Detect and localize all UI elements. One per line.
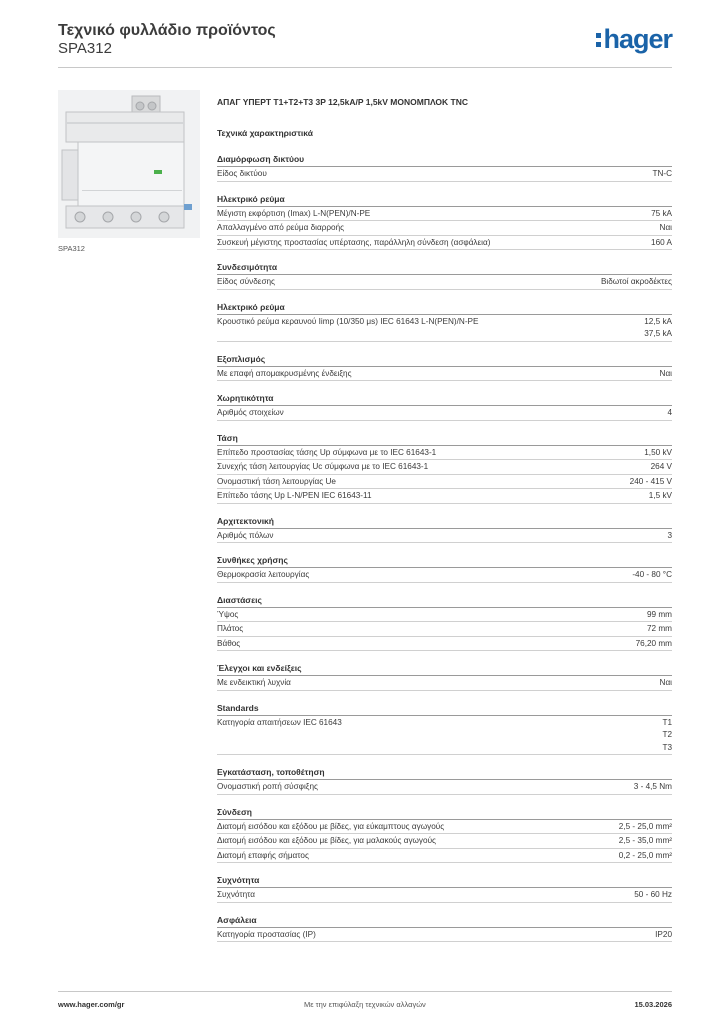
product-image bbox=[58, 90, 200, 238]
spec-row bbox=[217, 367, 672, 382]
spec-section bbox=[217, 662, 672, 691]
spec-section bbox=[217, 432, 672, 504]
spec-label: Αριθμός πόλων bbox=[217, 530, 274, 540]
spec-label: Απαλλαγμένο από ρεύμα διαρροής bbox=[217, 223, 345, 232]
spec-section bbox=[217, 353, 672, 382]
spec-row bbox=[217, 406, 672, 421]
spec-label: Μέγιστη εκφόρτιση (Imax) L-N(PEN)/N-PE bbox=[217, 208, 371, 218]
section-title: Συνθήκες χρήσης bbox=[217, 554, 672, 568]
spec-value bbox=[649, 490, 672, 503]
spec-section bbox=[217, 261, 672, 290]
spec-value bbox=[619, 850, 672, 863]
section-title: Standards bbox=[217, 702, 672, 716]
spec-section bbox=[217, 874, 672, 903]
spec-section bbox=[217, 193, 672, 251]
spec-label: Ονομαστική ροπή σύσφιξης bbox=[217, 782, 318, 791]
spec-value-line: 12,5 kA bbox=[644, 316, 672, 326]
spec-section bbox=[217, 392, 672, 421]
spec-value bbox=[647, 609, 672, 622]
spec-value bbox=[651, 208, 672, 221]
spec-value-line: 72 mm bbox=[646, 624, 672, 633]
spec-value bbox=[644, 316, 672, 341]
spec-label: Πλάτος bbox=[217, 624, 244, 633]
spec-label: Είδος δικτύου bbox=[217, 169, 267, 178]
page-footer bbox=[58, 991, 672, 1015]
spec-value bbox=[644, 447, 672, 460]
section-title: Διαμόρφωση δικτύου bbox=[217, 153, 672, 167]
spec-label: Διατομή επαφής σήματος bbox=[217, 850, 309, 860]
spec-value-line: 76,20 mm bbox=[635, 638, 672, 648]
footer-date: 15.03.2026 bbox=[634, 1000, 672, 1009]
spec-row bbox=[217, 460, 672, 475]
spec-value-line: 240 - 415 V bbox=[629, 476, 672, 486]
spec-value bbox=[632, 569, 672, 582]
logo-text: hager bbox=[603, 24, 672, 54]
spec-value-line: T1 bbox=[662, 717, 672, 727]
spec-row bbox=[217, 820, 672, 835]
section-title: Διαστάσεις bbox=[217, 594, 672, 608]
spec-value bbox=[660, 368, 672, 381]
spec-label: Με επαφή απομακρυσμένης ένδειξης bbox=[217, 368, 352, 378]
spec-row bbox=[217, 221, 672, 236]
section-title: Σύνδεση bbox=[217, 806, 672, 820]
section-title: Συχνότητα bbox=[217, 874, 672, 888]
section-title: Χωρητικότητα bbox=[217, 392, 672, 406]
spec-section bbox=[217, 153, 672, 182]
spec-row bbox=[217, 568, 672, 583]
spec-value-line: Βιδωτοί ακροδέκτες bbox=[600, 277, 672, 286]
image-caption: SPA312 bbox=[58, 244, 85, 253]
spec-value bbox=[655, 929, 672, 942]
spec-row bbox=[217, 608, 672, 623]
spec-value-line: 3 - 4,5 Nm bbox=[633, 782, 672, 791]
spec-row bbox=[217, 475, 672, 490]
spec-value-line: 75 kA bbox=[651, 208, 672, 218]
spec-label: Επίπεδο προστασίας τάσης Up σύμφωνα με το IEC 61643-1 bbox=[217, 447, 437, 457]
spec-row bbox=[217, 780, 672, 795]
spec-row bbox=[217, 207, 672, 222]
spec-label: Βάθος bbox=[217, 638, 241, 648]
section-title: Αρχιτεκτονική bbox=[217, 515, 672, 529]
spec-value-line: 37,5 kA bbox=[644, 329, 672, 338]
spec-row bbox=[217, 529, 672, 544]
footer-website: www.hager.com/gr bbox=[58, 1000, 125, 1009]
spec-section bbox=[217, 702, 672, 756]
tech-features-title: Τεχνικά χαρακτηριστικά bbox=[217, 128, 313, 138]
footer-notice: Με την επιφύλαξη τεχνικών αλλαγών bbox=[304, 1000, 426, 1009]
section-title: Συνδεσιμότητα bbox=[217, 261, 672, 275]
section-title: Εξοπλισμός bbox=[217, 353, 672, 367]
spec-section bbox=[217, 515, 672, 544]
spec-row bbox=[217, 167, 672, 182]
spec-value-line: 2,5 - 35,0 mm² bbox=[618, 836, 672, 845]
spec-label: Κατηγορία απαιτήσεων IEC 61643 bbox=[217, 717, 342, 727]
spec-value bbox=[652, 168, 672, 181]
spec-label: Διατομή εισόδου και εξόδου με βίδες, για μαλακούς αγωγούς bbox=[217, 836, 436, 845]
spec-label: Με ενδεικτική λυχνία bbox=[217, 678, 291, 687]
page-header bbox=[58, 20, 672, 68]
section-title: Ηλεκτρικό ρεύμα bbox=[217, 193, 672, 207]
hager-logo bbox=[596, 24, 672, 55]
spec-row bbox=[217, 834, 672, 849]
spec-value-line: 4 bbox=[667, 408, 672, 417]
spec-value bbox=[601, 276, 672, 289]
spec-value-line: 0,2 - 25,0 mm² bbox=[618, 850, 672, 860]
spec-value-line: 3 bbox=[667, 530, 672, 540]
spec-label: Είδος σύνδεσης bbox=[217, 277, 275, 286]
spec-value-line: Ναι bbox=[659, 223, 672, 232]
spec-row bbox=[217, 888, 672, 903]
spec-label: Συχνότητα bbox=[217, 890, 256, 899]
document-title: Τεχνικό φυλλάδιο προϊόντος bbox=[58, 22, 276, 39]
spec-sections bbox=[217, 153, 672, 942]
spec-section bbox=[217, 806, 672, 864]
spec-label: Ύψος bbox=[217, 609, 239, 619]
spec-section bbox=[217, 914, 672, 943]
spec-value bbox=[667, 530, 672, 543]
spec-value-line: TN-C bbox=[652, 169, 672, 178]
spec-label: Συνεχής τάση λειτουργίας Uc σύμφωνα με το IEC 61643-1 bbox=[217, 462, 429, 471]
spec-section bbox=[217, 594, 672, 652]
spec-label: Αριθμός στοιχείων bbox=[217, 408, 284, 417]
spec-label: Συσκευή μέγιστης προστασίας υπέρτασης, παράλληλη σύνδεση (ασφάλεια) bbox=[217, 237, 491, 247]
spec-value bbox=[651, 461, 672, 474]
spec-value-line: 99 mm bbox=[646, 609, 672, 619]
spec-value bbox=[647, 623, 672, 636]
spec-label: Κρουστικό ρεύμα κεραυνού Iimp (10/350 μs) IEC 61643 L-N(PEN)/N-PE bbox=[217, 316, 479, 326]
spec-value bbox=[634, 889, 672, 902]
spec-row bbox=[217, 489, 672, 504]
section-title: Ασφάλεια bbox=[217, 914, 672, 928]
spec-content bbox=[217, 96, 672, 942]
surge-protector-device-image bbox=[58, 90, 200, 238]
spec-row bbox=[217, 676, 672, 691]
product-code: SPA312 bbox=[58, 40, 112, 57]
spec-value-line: 160 A bbox=[651, 237, 672, 247]
product-title: ΑΠΑΓ ΥΠΕΡΤ Τ1+Τ2+Τ3 3P 12,5kA/P 1,5kV ΜΟΝΟΜΠΛΟΚ TNC bbox=[217, 97, 468, 107]
spec-row bbox=[217, 928, 672, 943]
spec-section bbox=[217, 766, 672, 795]
spec-value bbox=[660, 677, 672, 690]
spec-value-line: 264 V bbox=[650, 462, 672, 471]
spec-value bbox=[634, 781, 672, 794]
spec-label: Διατομή εισόδου και εξόδου με βίδες, για εύκαμπτους αγωγούς bbox=[217, 821, 445, 831]
spec-section bbox=[217, 301, 672, 342]
spec-label: Επίπεδο τάσης Up L-N/PEN IEC 61643-11 bbox=[217, 491, 372, 500]
spec-value-line: 1,5 kV bbox=[648, 491, 672, 500]
spec-section bbox=[217, 554, 672, 583]
spec-value-line: T2 bbox=[662, 730, 672, 739]
section-title: Έλεγχοι και ενδείξεις bbox=[217, 662, 672, 676]
spec-row bbox=[217, 622, 672, 637]
spec-label: Ονομαστική τάση λειτουργίας Ue bbox=[217, 476, 336, 486]
spec-label: Θερμοκρασία λειτουργίας bbox=[217, 570, 310, 579]
spec-value bbox=[630, 476, 672, 489]
spec-row bbox=[217, 315, 672, 342]
spec-row bbox=[217, 849, 672, 864]
spec-value-line: 2,5 - 25,0 mm² bbox=[618, 821, 672, 831]
section-title: Ηλεκτρικό ρεύμα bbox=[217, 301, 672, 315]
spec-value bbox=[636, 638, 672, 651]
spec-row bbox=[217, 236, 672, 251]
section-title: Τάση bbox=[217, 432, 672, 446]
spec-label: Κατηγορία προστασίας (IP) bbox=[217, 929, 316, 939]
spec-value-line: IP20 bbox=[655, 929, 672, 939]
spec-value bbox=[667, 407, 672, 420]
spec-row bbox=[217, 275, 672, 290]
spec-row bbox=[217, 446, 672, 461]
spec-value-line: Ναι bbox=[659, 368, 672, 378]
spec-value-line: 1,50 kV bbox=[644, 447, 672, 457]
spec-row bbox=[217, 716, 672, 756]
section-title: Εγκατάσταση, τοποθέτηση bbox=[217, 766, 672, 780]
spec-value-line: Ναι bbox=[659, 678, 672, 687]
spec-value bbox=[619, 821, 672, 834]
logo-dots-icon bbox=[596, 30, 602, 50]
spec-row bbox=[217, 637, 672, 652]
spec-value bbox=[619, 835, 672, 848]
spec-value-line: T3 bbox=[662, 742, 672, 752]
spec-value bbox=[651, 237, 672, 250]
spec-value-line: -40 - 80 °C bbox=[632, 570, 672, 579]
spec-value bbox=[662, 717, 672, 755]
spec-value-line: 50 - 60 Hz bbox=[634, 890, 672, 899]
spec-value bbox=[660, 222, 672, 235]
